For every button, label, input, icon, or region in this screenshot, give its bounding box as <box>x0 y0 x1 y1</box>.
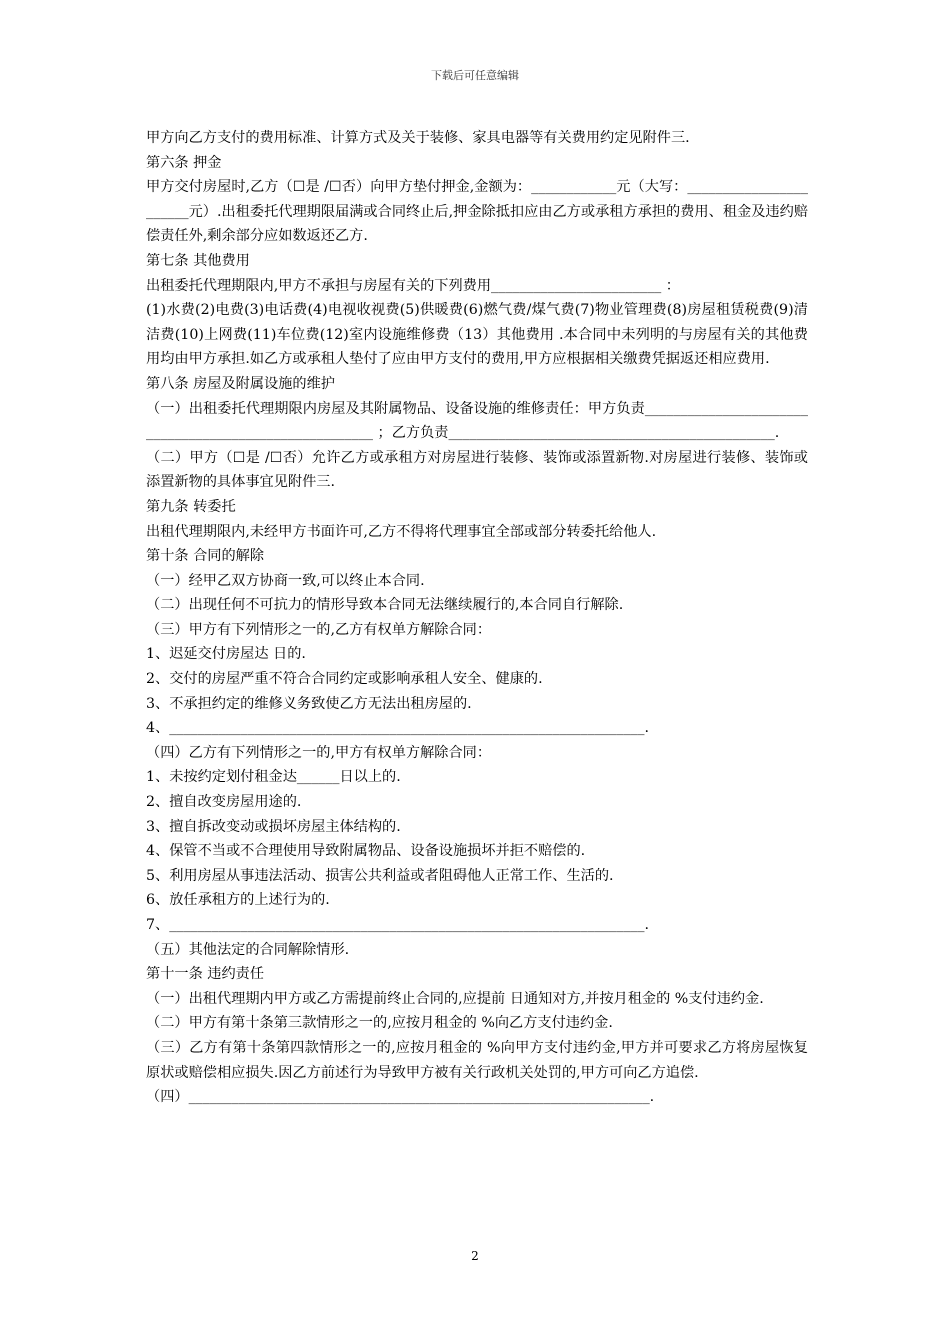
list-item: 4、___________________________________________________________________. <box>146 720 650 737</box>
clause-10-3: （三）甲方有下列情形之一的,乙方有权单方解除合同： <box>146 621 492 638</box>
clause-10-5: （五）其他法定的合同解除情形. <box>146 941 350 958</box>
list-item: 3、擅自拆改变动或损坏房屋主体结构的. <box>146 818 401 835</box>
article-7-heading: 第七条 其他费用 <box>146 252 250 269</box>
paragraph-maintenance-duty: （一）出租委托代理期限内房屋及其附属物品、设备设施的维修责任：甲方负责_______________________________________________________ ；乙方负责______________________________________________. <box>146 400 808 442</box>
paragraph-other-fees: 出租委托代理期限内,甲方不承担与房屋有关的下列费用________________________ ： <box>146 277 680 294</box>
paragraph-deposit: 甲方交付房屋时,乙方（☐是 /☐否）向甲方垫付押金,金额为：____________元（大写：_______________________元）.出租委托代理期限届满或合同终止后,押金除抵扣应由乙方或承租方承担的费用、租金及违约赔偿责任外,剩余部分应如数返还乙方. <box>146 179 808 245</box>
clause-10-2: （二）出现任何不可抗力的情形导致本合同无法继续履行的,本合同自行解除. <box>146 597 624 614</box>
article-10-heading: 第十条 合同的解除 <box>146 548 265 565</box>
list-item: 2、交付的房屋严重不符合合同约定或影响承租人安全、健康的. <box>146 671 543 688</box>
list-item: 5、利用房屋从事违法活动、损害公共利益或者阻碍他人正常工作、生活的. <box>146 867 614 884</box>
article-8-heading: 第八条 房屋及附属设施的维护 <box>146 375 335 392</box>
clause-10-1: （一）经甲乙双方协商一致,可以终止本合同. <box>146 572 425 589</box>
list-item: 2、擅自改变房屋用途的. <box>146 794 302 811</box>
list-item: 3、不承担约定的维修义务致使乙方无法出租房屋的. <box>146 695 472 712</box>
clause-11-1: （一）出租代理期内甲方或乙方需提前终止合同的,应提前 日通知对方,并按月租金的 %支付违约金. <box>146 990 764 1007</box>
paragraph-fee-standard: 甲方向乙方支付的费用标准、计算方式及关于装修、家具电器等有关费用约定见附件三. <box>146 130 690 146</box>
clause-10-4: （四）乙方有下列情形之一的,甲方有权单方解除合同： <box>146 744 492 761</box>
article-6-heading: 第六条 押金 <box>146 154 222 171</box>
document-body <box>146 126 808 1110</box>
paragraph-renovation: （二）甲方（☐是 /☐否）允许乙方或承租方对房屋进行装修、装饰或添置新物.对房屋进行装修、装饰或添置新物的具体事宜见附件三. <box>146 449 808 491</box>
article-11-heading: 第十一条 违约责任 <box>146 966 265 983</box>
page-number: 2 <box>471 1249 479 1263</box>
list-item: 1、迟延交付房屋达 日的. <box>146 646 306 663</box>
page-header: 下载后可任意编辑 <box>431 69 519 82</box>
clause-11-3: （三）乙方有第十条第四款情形之一的,应按月租金的 %向甲方支付违约金,甲方并可要求乙方将房屋恢复原状或赔偿相应损失.因乙方前述行为导致甲方被有关行政机关处罚的,甲方可向乙方追偿. <box>146 1039 808 1081</box>
paragraph-fee-list: (1)水费(2)电费(3)电话费(4)电视收视费(5)供暖费(6)燃气费/煤气费(7)物业管理费(8)房屋租赁税费(9)清洁费(10)上网费(11)车位费(12)室内设施维修费（13）其他费用 .本合同中未列明的与房屋有关的其他费用均由甲方承担.如乙方或承租人垫付了应由甲方支付的费用,甲方应根据相关缴费凭据返还相应费用. <box>146 302 808 368</box>
list-item: 7、___________________________________________________________________. <box>146 917 650 933</box>
list-item: 6、放任承租方的上述行为的. <box>146 892 330 909</box>
paragraph-subdelegation: 出租代理期限内,未经甲方书面许可,乙方不得将代理事宜全部或部分转委托给他人. <box>146 523 657 540</box>
list-item: 1、未按约定划付租金达______日以上的. <box>146 769 401 786</box>
clause-11-4: （四）_________________________________________________________________. <box>146 1089 655 1106</box>
list-item: 4、保管不当或不合理使用导致附属物品、设备设施损坏并拒不赔偿的. <box>146 843 586 860</box>
article-9-heading: 第九条 转委托 <box>146 498 236 515</box>
clause-11-2: （二）甲方有第十条第三款情形之一的,应按月租金的 %向乙方支付违约金. <box>146 1015 613 1032</box>
